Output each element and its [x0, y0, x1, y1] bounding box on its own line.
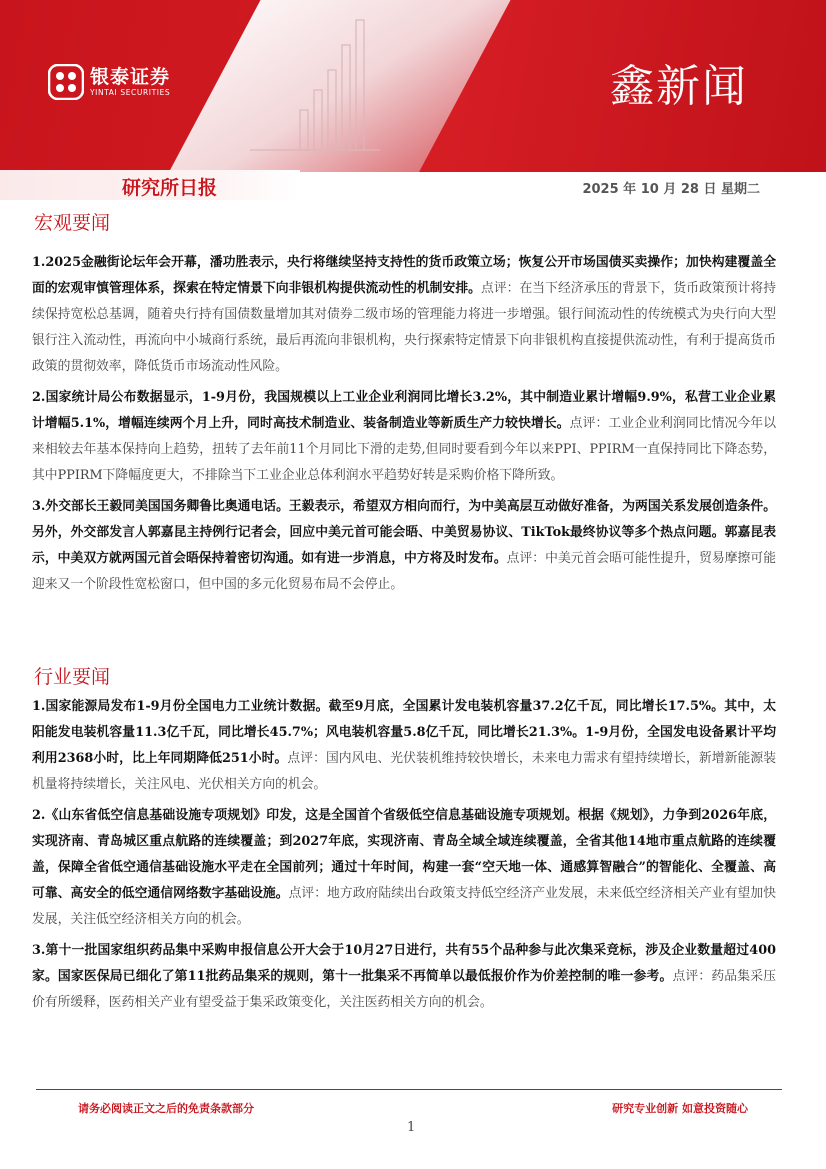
report-date: 2025 年 10 月 28 日 星期二 — [582, 182, 760, 197]
brand-name-cn: 银泰证券 — [90, 65, 171, 88]
news-comment: 点评：工业企业利润同比情况今年以来相较去年基本保持向上趋势，扭转了去年前11个月同比下滑的走势,但同时要看到今年以来PPI、PPIRM一直保持同比下降态势，其中PPIRM下降幅度更大，不排除当下工业企业总体利润水平趋势好转是采购价格下降所致。 — [32, 416, 776, 483]
brand-logo-icon — [48, 64, 84, 100]
news-comment: 点评：地方政府陆续出台政策支持低空经济产业发展，未来低空经济相关产业有望加快发展，关注低空经济相关方向的机会。 — [32, 886, 776, 927]
footer-slogan: 研究专业创新 如意投资随心 — [612, 1102, 748, 1115]
news-item — [32, 938, 776, 1016]
news-item — [32, 250, 776, 380]
news-headline: 2.国家统计局公布数据显示，1-9月份，我国规模以上工业企业利润同比增长3.2%，其中制造业累计增幅9.9%，私营工业企业累计增幅5.1%，增幅连续两个月上升，同时高技术制造业、装备制造业等新质生产力较快增长。 — [32, 390, 776, 431]
page-number: 1 — [407, 1120, 416, 1135]
news-headline: 1.国家能源局发布1-9月份全国电力工业统计数据。截至9月底，全国累计发电装机容量37.2亿千瓦，同比增长17.5%。其中，太阳能发电装机容量11.3亿千瓦，同比增长45.7%；风电装机容量5.8亿千瓦，同比增长21.3%。1-9月份，全国发电设备累计平均利用2368小时，比上年同期降低251小时。 — [32, 699, 776, 766]
news-item — [32, 803, 776, 933]
masthead-title: 鑫新闻 — [610, 61, 748, 112]
news-headline: 2.《山东省低空信息基础设施专项规划》印发，这是全国首个省级低空信息基础设施专项规划。根据《规划》，力争到2026年底，实现济南、青岛城区重点航路的连续覆盖；到2027年底，实现济南、青岛全域全域连续覆盖，全省其他14地市重点航路的连续覆盖，保障全省低空通信基础设施水平走在全国前列；通过十年时间，构建一套“空天地一体、通感算智融合”的智能化、全覆盖、高可靠、高安全的低空通信网络数字基础设施。 — [32, 808, 776, 901]
news-item — [32, 494, 776, 598]
industry-news-list — [32, 694, 776, 1021]
news-item — [32, 694, 776, 798]
footer-divider — [36, 1089, 782, 1090]
report-subheader — [0, 170, 826, 202]
news-comment: 点评：在当下经济承压的背景下，货币政策预计将持续保持宽松总基调，随着央行持有国债数量增加其对债券二级市场的管理能力将进一步增强。银行间流动性的传统模式为央行向大型银行注入流动性，再流向中小城商行系统，最后再流向非银机构，央行探索特定情景下向非银机构直接提供流动性，有利于提高货币政策的贯彻效率，降低货币市场流动性风险。 — [32, 281, 776, 374]
section-title-macro: 宏观要闻 — [34, 212, 111, 234]
news-headline: 3.外交部长王毅同美国国务卿鲁比奥通电话。王毅表示，希望双方相向而行，为中美高层互动做好准备，为两国关系发展创造条件。另外，外交部发言人郭嘉昆主持例行记者会，回应中美元首可能会晤、中美贸易协议、TikTok最终协议等多个热点问题。郭嘉昆表示，中美双方就两国元首会晤保持着密切沟通。如有进一步消息，中方将及时发布。 — [32, 499, 776, 566]
news-headline: 3.第十一批国家组织药品集中采购申报信息公开大会于10月27日进行，共有55个品种参与此次集采竞标，涉及企业数量超过400家。国家医保局已细化了第11批药品集采的规则，第十一批集采不再简单以最低报价作为价差控制的唯一参考。 — [32, 943, 776, 984]
section-title-industry: 行业要闻 — [34, 666, 111, 688]
banner-bar-graphic — [230, 0, 390, 172]
header-banner — [0, 0, 826, 172]
brand-logo — [48, 64, 170, 100]
footer-disclaimer: 请务必阅读正文之后的免责条款部分 — [78, 1102, 254, 1115]
news-comment: 点评：国内风电、光伏装机维持较快增长，未来电力需求有望持续增长，新增新能源装机量将持续增长，关注风电、光伏相关方向的机会。 — [32, 751, 776, 792]
news-comment: 点评：药品集采压价有所缓释，医药相关产业有望受益于集采政策变化，关注医药相关方向的机会。 — [32, 969, 777, 1010]
macro-news-list — [32, 250, 776, 603]
news-item — [32, 385, 776, 489]
report-title: 研究所日报 — [122, 177, 218, 199]
news-headline: 1.2025金融街论坛年会开幕，潘功胜表示，央行将继续坚持支持性的货币政策立场；恢复公开市场国债买卖操作；加快构建覆盖全面的宏观审慎管理体系，探索在特定情景下向非银机构提供流动性的机制安排。 — [32, 255, 776, 296]
brand-name-en: YINTAI SECURITIES — [90, 87, 171, 97]
news-comment: 点评：中美元首会晤可能性提升，贸易摩擦可能迎来又一个阶段性宽松窗口，但中国的多元化贸易布局不会停止。 — [32, 551, 776, 592]
